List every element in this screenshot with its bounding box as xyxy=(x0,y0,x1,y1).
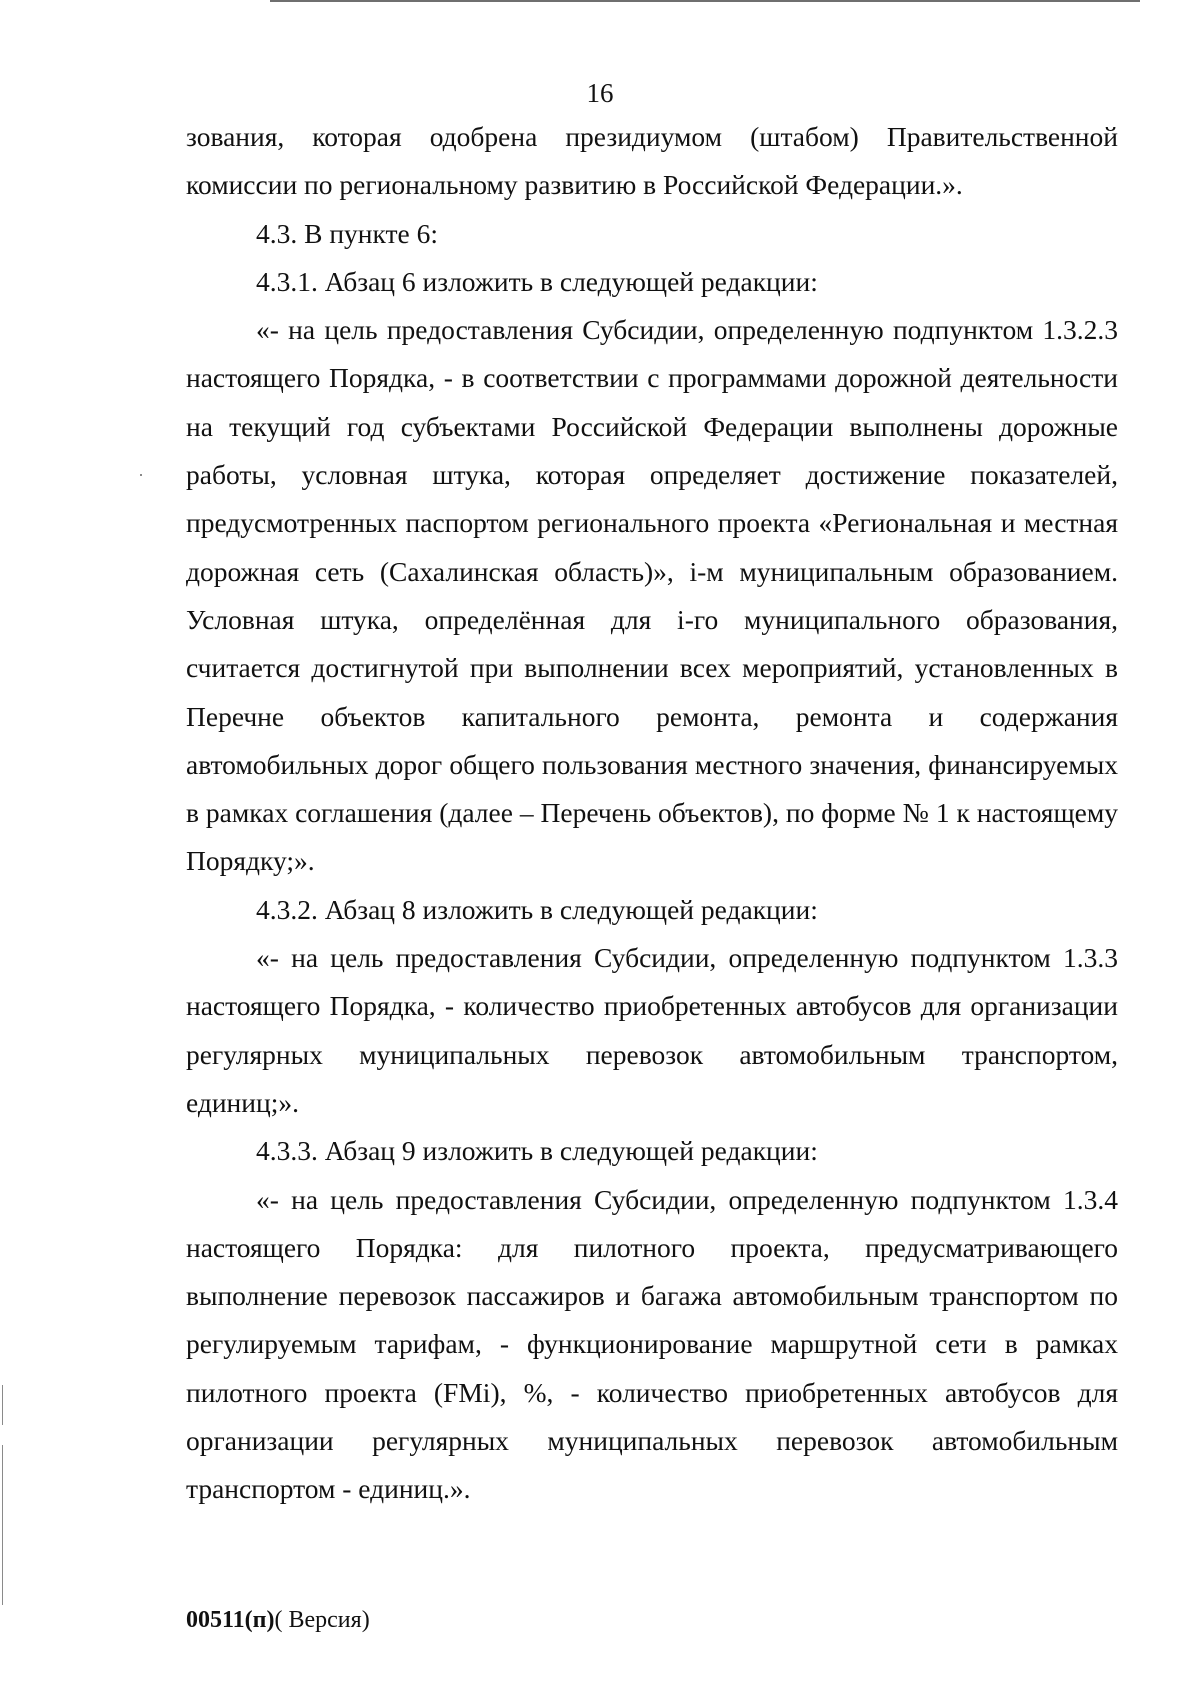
paragraph-quote-2: «- на цель предоставления Субсидии, определенную подпунктом 1.3.3 настоящего Порядка, - количество приобретенных автобусов для организации регулярных муниципальных перевозок автомобильным транспортом, единиц;». xyxy=(186,942,1118,1118)
footer-document-code xyxy=(186,1605,370,1635)
paragraph-item-4-3-2: 4.3.2. Абзац 8 изложить в следующей редакции: xyxy=(256,893,818,925)
scan-artifact-mark xyxy=(2,1385,3,1425)
footer-code-version: ( Версия) xyxy=(274,1607,370,1633)
paragraph-item-4-3-3: 4.3.3. Абзац 9 изложить в следующей редакции: xyxy=(256,1135,818,1167)
paragraph-quote-1: «- на цель предоставления Субсидии, определенную подпунктом 1.3.2.3 настоящего Порядка, - в соответствии с программами дорожной деятельности на текущий год субъектами Российской Федерации выполнены дорожные работы, условная штука, которая определяет достижение показателей, предусмотренных паспортом регионального проекта «Региональная и местная дорожная сеть (Сахалинская область)», i-м муниципальным образованием. Условная штука, определённая для i-го муниципального образования, считается достигнутой при выполнении всех мероприятий, установленных в Перечне объектов капитального ремонта, ремонта и содержания автомобильных дорог общего пользования местного значения, финансируемых в рамках соглашения (далее – Перечень объектов), по форме № 1 к настоящему Порядку;». xyxy=(186,314,1118,877)
paragraph-quote-3: «- на цель предоставления Субсидии, определенную подпунктом 1.3.4 настоящего Порядка: для пилотного проекта, предусматривающего выполнение перевозок пассажиров и багажа автомобильным транспортом по регулируемым тарифам, - функционирование маршрутной сети в рамках пилотного проекта (FMi), %, - количество приобретенных автобусов для организации регулярных муниципальных перевозок автомобильным транспортом - единиц.». xyxy=(186,1183,1118,1505)
paragraph-item-4-3-1: 4.3.1. Абзац 6 изложить в следующей редакции: xyxy=(256,265,818,297)
scan-artifact-mark xyxy=(2,1445,3,1605)
page-number: 16 xyxy=(586,78,614,108)
document-body xyxy=(186,113,1118,1514)
scan-artifact-mark xyxy=(140,474,142,476)
top-scan-rule xyxy=(270,0,1140,2)
footer-code-number: 00511(п) xyxy=(186,1607,275,1633)
paragraph-continuation: зования, которая одобрена президиумом (штабом) Правительственной комиссии по региональному развитию в Российской Федерации.». xyxy=(186,121,1118,201)
paragraph-item-4-3: 4.3. В пункте 6: xyxy=(256,217,439,249)
